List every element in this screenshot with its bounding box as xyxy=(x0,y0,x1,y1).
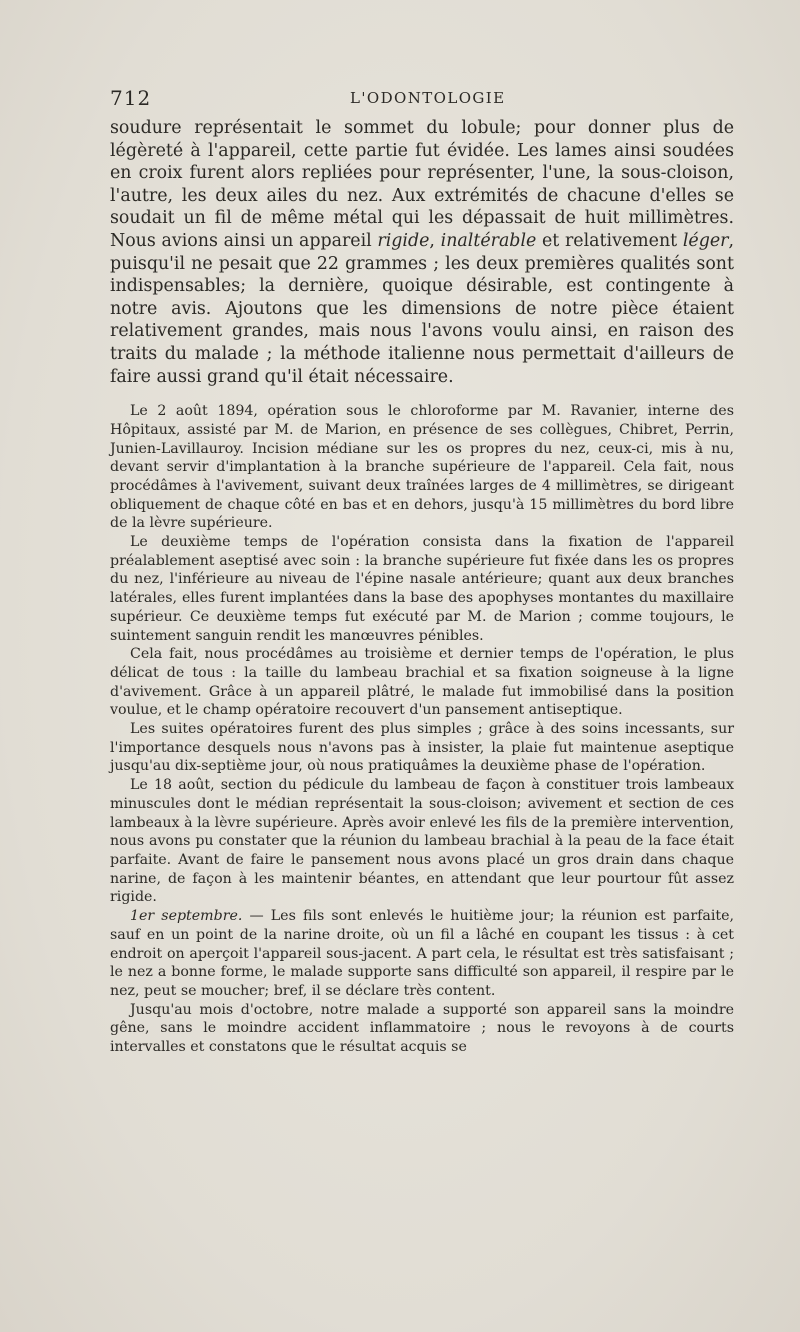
italic-date: 1er septembre. xyxy=(130,908,243,925)
page-number: 712 xyxy=(110,86,152,110)
paragraph-deuxieme-temps: Le deuxième temps de l'opération consista dans la fixation de l'appareil préalablement aseptisé avec soin : la branche supérieure fut fixée dans les os propres du nez, l'inférieure au niveau de l'épine nasale antérieure; quant aux deux branches latérales, elles furent implantées dans la base des apophyses montantes du maxillaire supérieur. Ce deuxième temps fut exécuté par M. de Marion ; comme toujours, le suintement sanguin rendit les manœuvres pénibles. xyxy=(110,534,734,644)
paragraph-troisieme-temps: Cela fait, nous procédâmes au troisième et dernier temps de l'opération, le plus délicat de tous : la taille du lambeau brachial et sa fixation soigneuse à la ligne d'avivement. Grâce à un appareil plâtré, le malade fut immobilisé dans la position voulue, et le champ opératoire recouvert d'un pansement antiseptique. xyxy=(110,646,734,719)
text-segment: , puisqu'il ne pesait que 22 grammes ; les deux premières qualités sont indispensables; la dernière, quoique désirable, est contingente à notre avis. Ajoutons que les dimensions de notre pièce étaient relativement grandes, mais nous l'avons voulu ainsi, en raison des traits du malade ; la méthode italienne nous permettait d'ailleurs de faire aussi grand qu'il était nécessaire. xyxy=(110,230,734,387)
paragraph-appareil xyxy=(110,117,734,388)
paragraph-gap xyxy=(110,388,734,402)
page-header xyxy=(110,86,730,110)
paragraph-18-aout: Le 18 août, section du pédicule du lambeau de façon à constituer trois lambeaux minuscules dont le médian représentait la sous-cloison; avivement et section de ces lambeaux à la lèvre supérieure. Après avoir enlevé les fils de la première intervention, nous avons pu constater que la réunion du lambeau brachial à la peau de la face était parfaite. Avant de faire le pansement nous avons placé un gros drain dans chaque narine, de façon à les maintenir béantes, en attendant que leur pourtour fût assez rigide. xyxy=(110,777,734,906)
italic-term: inaltérable xyxy=(440,230,537,251)
text-segment: , xyxy=(429,230,441,251)
paragraph-1er-septembre xyxy=(110,907,734,1001)
body-text xyxy=(110,117,734,1057)
paragraph-suites-operatoires: Les suites opératoires furent des plus simples ; grâce à des soins incessants, sur l'importance desquels nous n'avons pas à insister, la plaie fut maintenue aseptique jusqu'au dix-septième jour, où nous pratiquâmes la deuxième phase de l'opération. xyxy=(110,721,734,775)
italic-term: rigide xyxy=(377,230,430,251)
text-segment: — Les fils sont enlevés le huitième jour; la réunion est parfaite, sauf en un point de la narine droite, où un fil a lâché en coupant les tissus : à cet endroit on aperçoit l'appareil sous-jacent. A part cela, le résultat est très satisfaisant ; le nez a bonne forme, le malade supporte sans difficulté son appareil, il respire par le nez, peut se moucher; bref, il se déclare très content. xyxy=(110,908,734,999)
text-segment: et relativement xyxy=(536,230,683,251)
paragraph-octobre: Jusqu'au mois d'octobre, notre malade a supporté son appareil sans la moindre gêne, sans le moindre accident inflammatoire ; nous le revoyons à de courts intervalles et constatons que le résultat acquis se xyxy=(110,1001,734,1056)
text-segment: soudure représentait le sommet du lobule; pour donner plus de légèreté à l'appareil, cette partie fut évidée. Les lames ainsi soudées en croix furent alors repliées pour représenter, l'une, la sous-cloison, l'autre, les deux ailes du nez. Aux extrémités de chacune d'elles se soudait un fil de même métal qui les dépassait de huit millimètres. Nous avions ainsi un appareil xyxy=(110,118,734,251)
running-head: L'ODONTOLOGIE xyxy=(350,89,506,107)
italic-term: léger xyxy=(682,230,729,251)
paragraph-operation: Le 2 août 1894, opération sous le chloroforme par M. Ravanier, interne des Hôpitaux, assisté par M. de Marion, en présence de ses collègues, Chibret, Perrin, Junien-Lavillauroy. Incision médiane sur les os propres du nez, ceux-ci, mis à nu, devant servir d'implantation à la branche supérieure de l'appareil. Cela fait, nous procédâmes à l'avivement, suivant deux traînées larges de 4 millimètres, se dirigeant obliquement de chaque côté en bas et en dehors, jusqu'à 15 millimètres du bord libre de la lèvre supérieure. xyxy=(110,403,734,532)
